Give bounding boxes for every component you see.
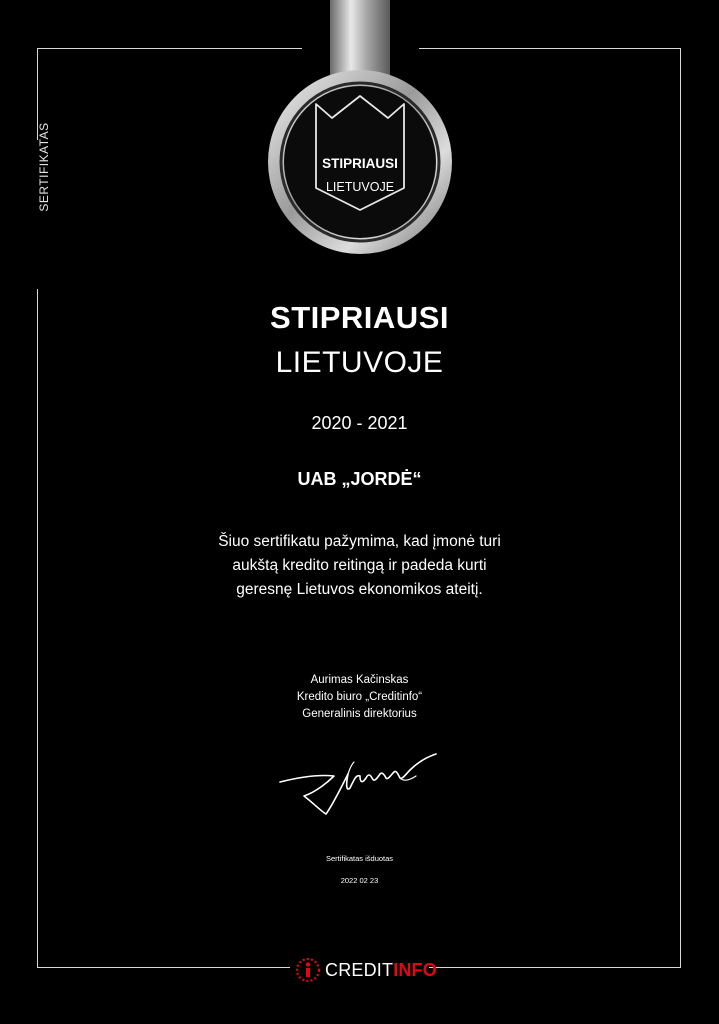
statement-line: Šiuo sertifikatu pažymima, kad įmonė turi bbox=[218, 533, 501, 550]
frame-edge bbox=[429, 967, 681, 968]
company-name: UAB „JORDĖ“ bbox=[297, 469, 422, 489]
logo-text-base: CREDIT bbox=[325, 959, 394, 980]
side-label: SERTIFIKATAS bbox=[37, 122, 51, 212]
title-line1: STIPRIAUSI bbox=[270, 300, 449, 335]
frame-edge bbox=[37, 48, 302, 49]
creditinfo-logo bbox=[295, 956, 437, 984]
frame-edge bbox=[37, 289, 38, 968]
years: 2020 - 2021 bbox=[311, 413, 408, 433]
signer-position: Generalinis direktorius bbox=[302, 708, 417, 720]
creditinfo-logo-icon bbox=[295, 957, 321, 983]
creditinfo-logo-text bbox=[325, 960, 437, 981]
signer-name: Aurimas Kačinskas bbox=[310, 674, 409, 686]
statement-line: geresnę Lietuvos ekonomikos ateitį. bbox=[236, 581, 483, 598]
medal-badge bbox=[268, 0, 452, 262]
logo-text-accent: INFO bbox=[393, 959, 437, 980]
medal-line1: STIPRIAUSI bbox=[322, 156, 398, 171]
statement-line: aukštą kredito reitingą ir padeda kurti bbox=[232, 557, 487, 574]
frame-edge bbox=[680, 48, 681, 968]
frame-edge bbox=[419, 48, 681, 49]
signature-image bbox=[276, 752, 442, 822]
statement bbox=[0, 530, 719, 602]
title-line2: LIETUVOJE bbox=[275, 346, 444, 379]
signer-block bbox=[0, 672, 719, 723]
issued-date: 2022 02 23 bbox=[340, 876, 379, 885]
signer-organization: Kredito biuro „Creditinfo“ bbox=[296, 691, 423, 703]
frame-edge bbox=[37, 967, 290, 968]
medal-line2: LIETUVOJE bbox=[325, 180, 395, 194]
issued-label: Sertifikatas išduotas bbox=[325, 854, 394, 863]
